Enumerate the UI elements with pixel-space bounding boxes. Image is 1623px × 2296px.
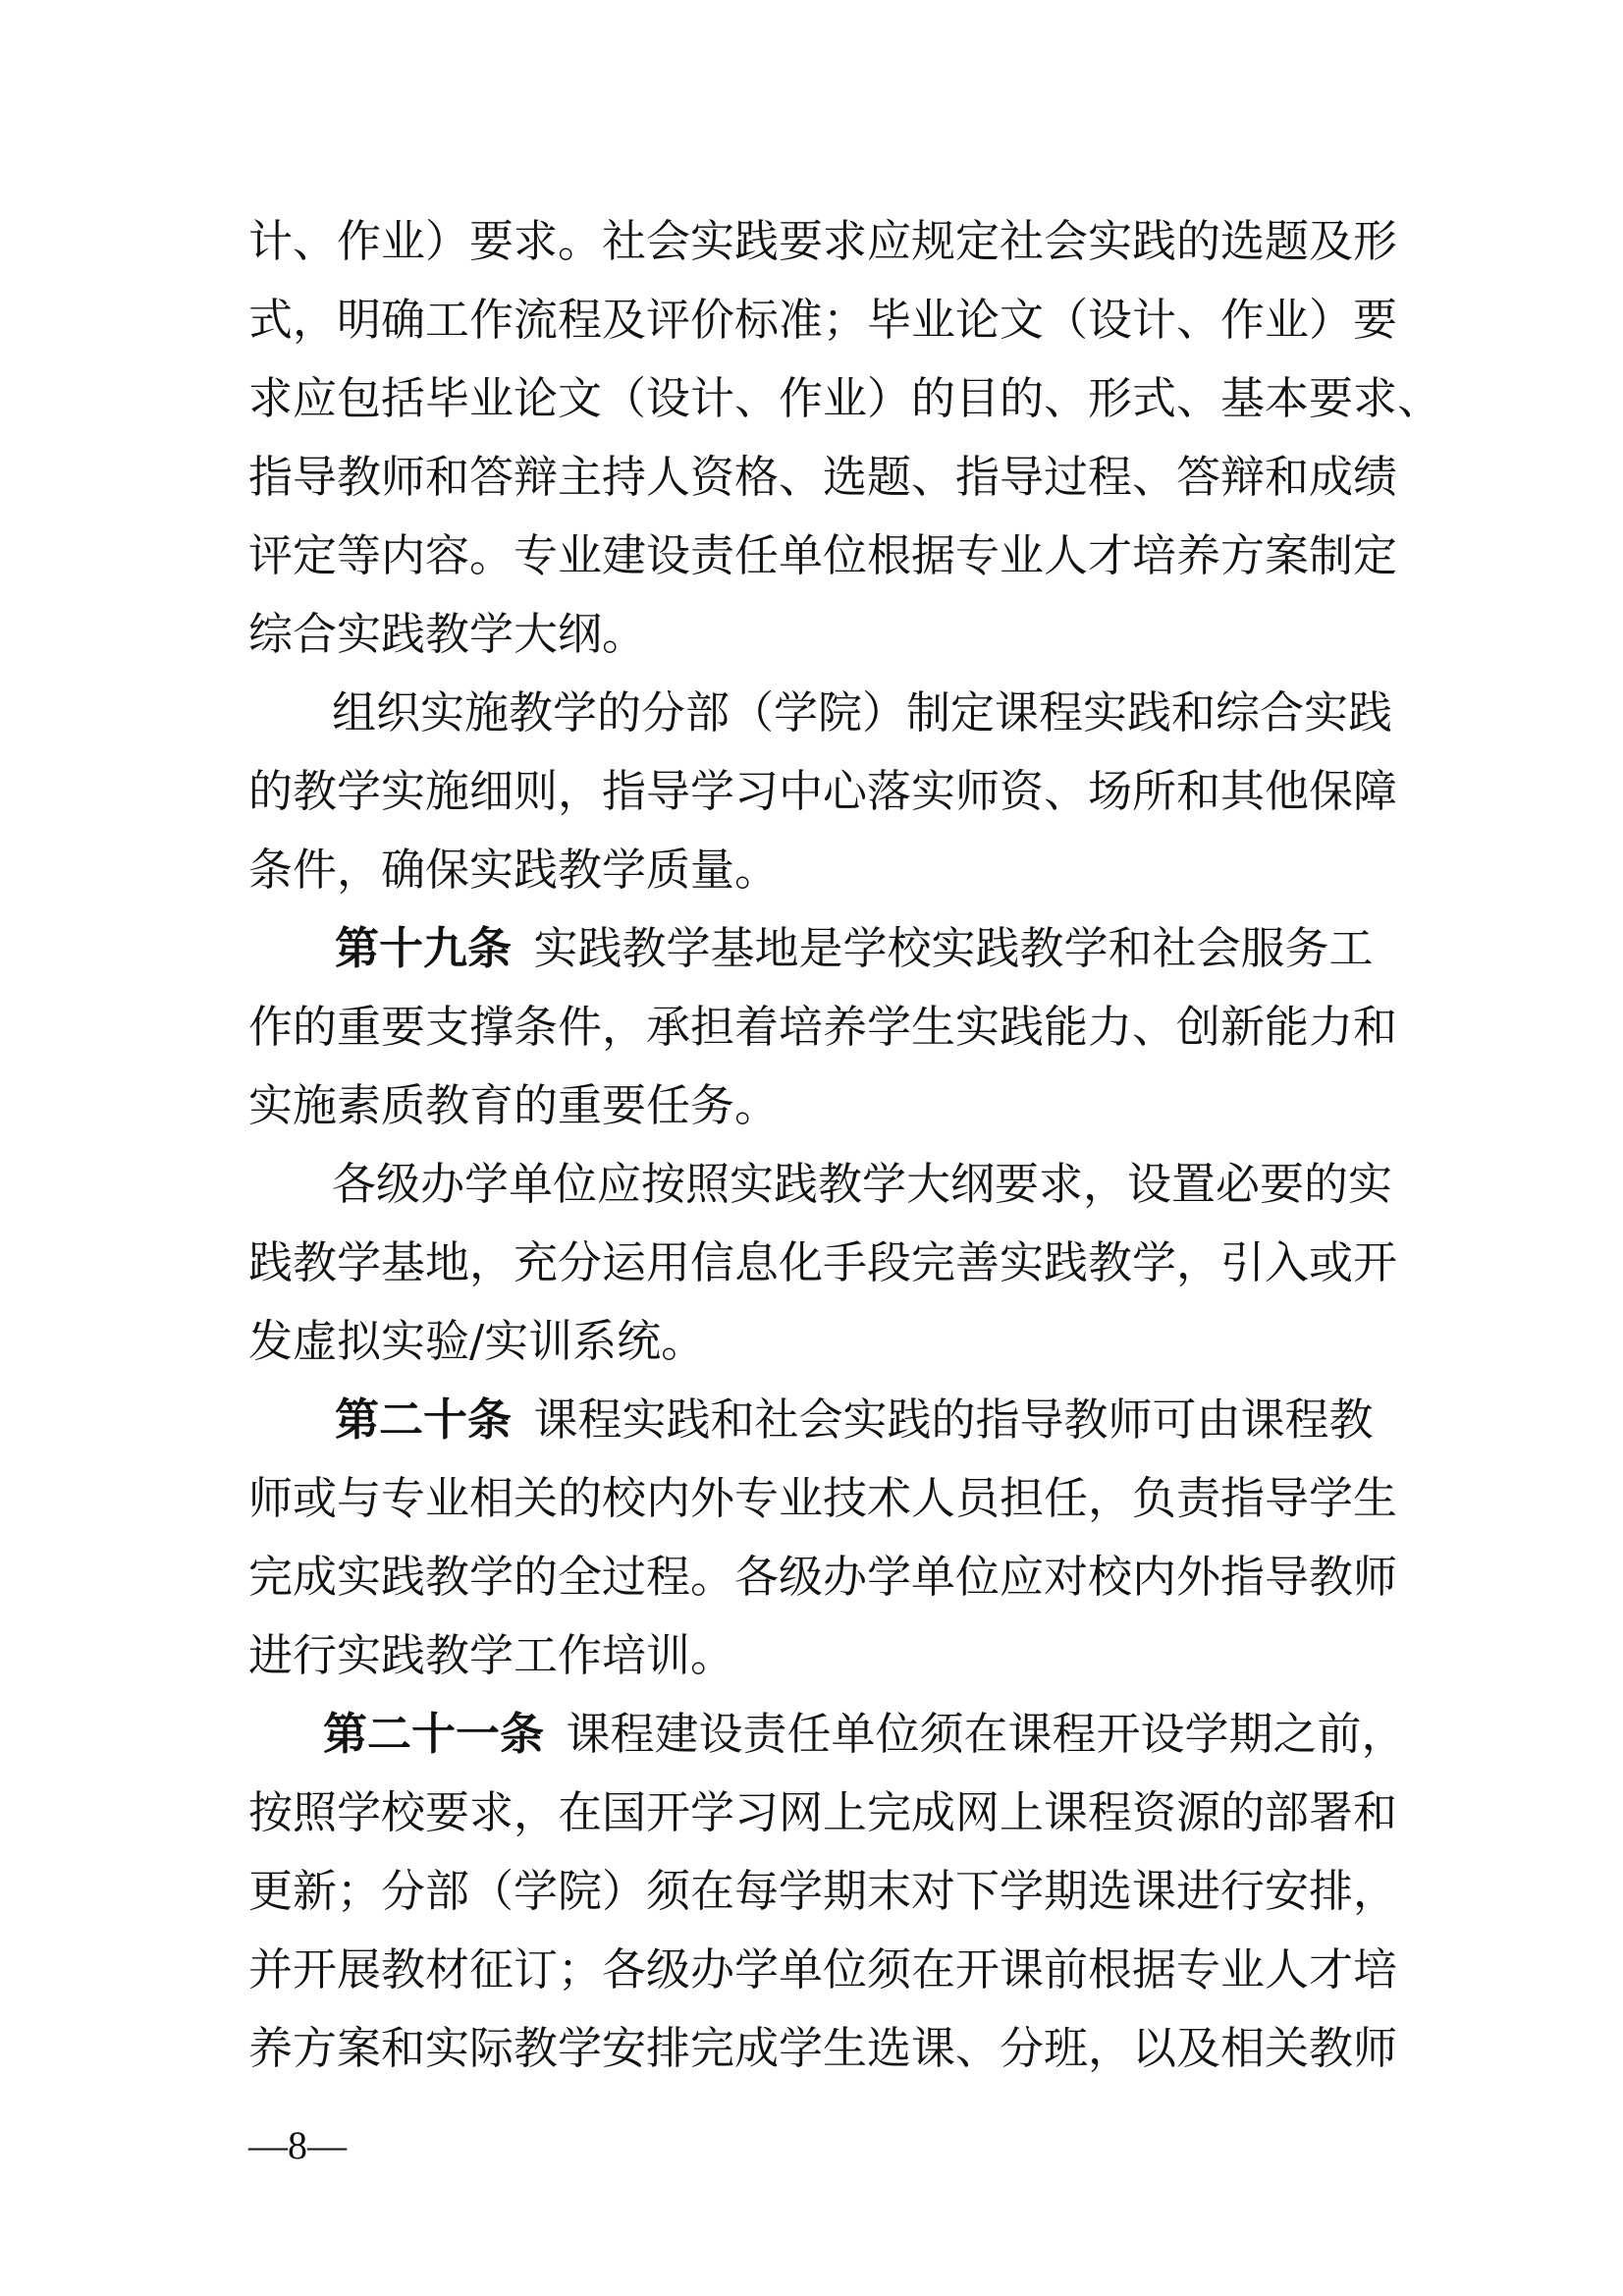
article-19-first-line [248, 909, 1387, 988]
article-20-text: 课程实践和社会实践的指导教师可由课程教 [533, 1394, 1374, 1446]
text-line: 综合实践教学大纲。 [248, 608, 647, 660]
text-line: 组织实施教学的分部（学院）制定课程实践和综合实践 [332, 686, 1393, 738]
article-21-text: 课程建设责任单位须在课程开设学期之前， [566, 1708, 1406, 1760]
text-line: 践教学基地，充分运用信息化手段完善实践教学，引入或开 [248, 1236, 1398, 1288]
article-20-first-line [248, 1381, 1387, 1459]
text-line: 指导教师和答辩主持人资格、选题、指导过程、答辩和成绩 [248, 451, 1398, 503]
article-19-heading: 第十九条 [335, 922, 513, 974]
text-line: 进行实践教学工作培训。 [248, 1629, 735, 1681]
text-line: 的教学实施细则，指导学习中心落实师资、场所和其他保障 [248, 765, 1398, 817]
text-line: 养方案和实际教学安排完成学生选课、分班，以及相关教师 [248, 2022, 1398, 2074]
article-21-heading: 第二十一条 [323, 1708, 545, 1760]
text-line: 师或与专业相关的校内外专业技术人员担任，负责指导学生 [248, 1472, 1398, 1524]
document-body [248, 202, 1442, 2088]
article-21-first-line [248, 1695, 1406, 1774]
text-line: 发虚拟实验/实训系统。 [248, 1315, 706, 1367]
page-number: —8— [248, 2123, 347, 2167]
text-line: 实施素质教育的重要任务。 [248, 1079, 780, 1131]
text-line: 评定等内容。专业建设责任单位根据专业人才培养方案制定 [248, 529, 1398, 581]
text-line: 计、作业）要求。社会实践要求应规定社会实践的选题及形 [248, 215, 1398, 267]
text-line: 按照学校要求，在国开学习网上完成网上课程资源的部署和 [248, 1786, 1398, 1838]
text-line: 条件，确保实践教学质量。 [248, 844, 780, 896]
text-line: 各级办学单位应按照实践教学大纲要求，设置必要的实 [332, 1158, 1393, 1210]
text-line: 完成实践教学的全过程。各级办学单位应对校内外指导教师 [248, 1551, 1398, 1603]
text-line: 更新；分部（学院）须在每学期末对下学期选课进行安排， [248, 1865, 1398, 1917]
text-line: 式，明确工作流程及评价标准；毕业论文（设计、作业）要 [248, 294, 1398, 346]
article-20-heading: 第二十条 [335, 1394, 513, 1446]
article-19-text: 实践教学基地是学校实践教学和社会服务工 [533, 922, 1374, 974]
text-line: 并开展教材征订；各级办学单位须在开课前根据专业人才培 [248, 1943, 1398, 1995]
text-line: 作的重要支撑条件，承担着培养学生实践能力、创新能力和 [248, 1001, 1398, 1053]
text-line: 求应包括毕业论文（设计、作业）的目的、形式、基本要求、 [248, 372, 1442, 424]
